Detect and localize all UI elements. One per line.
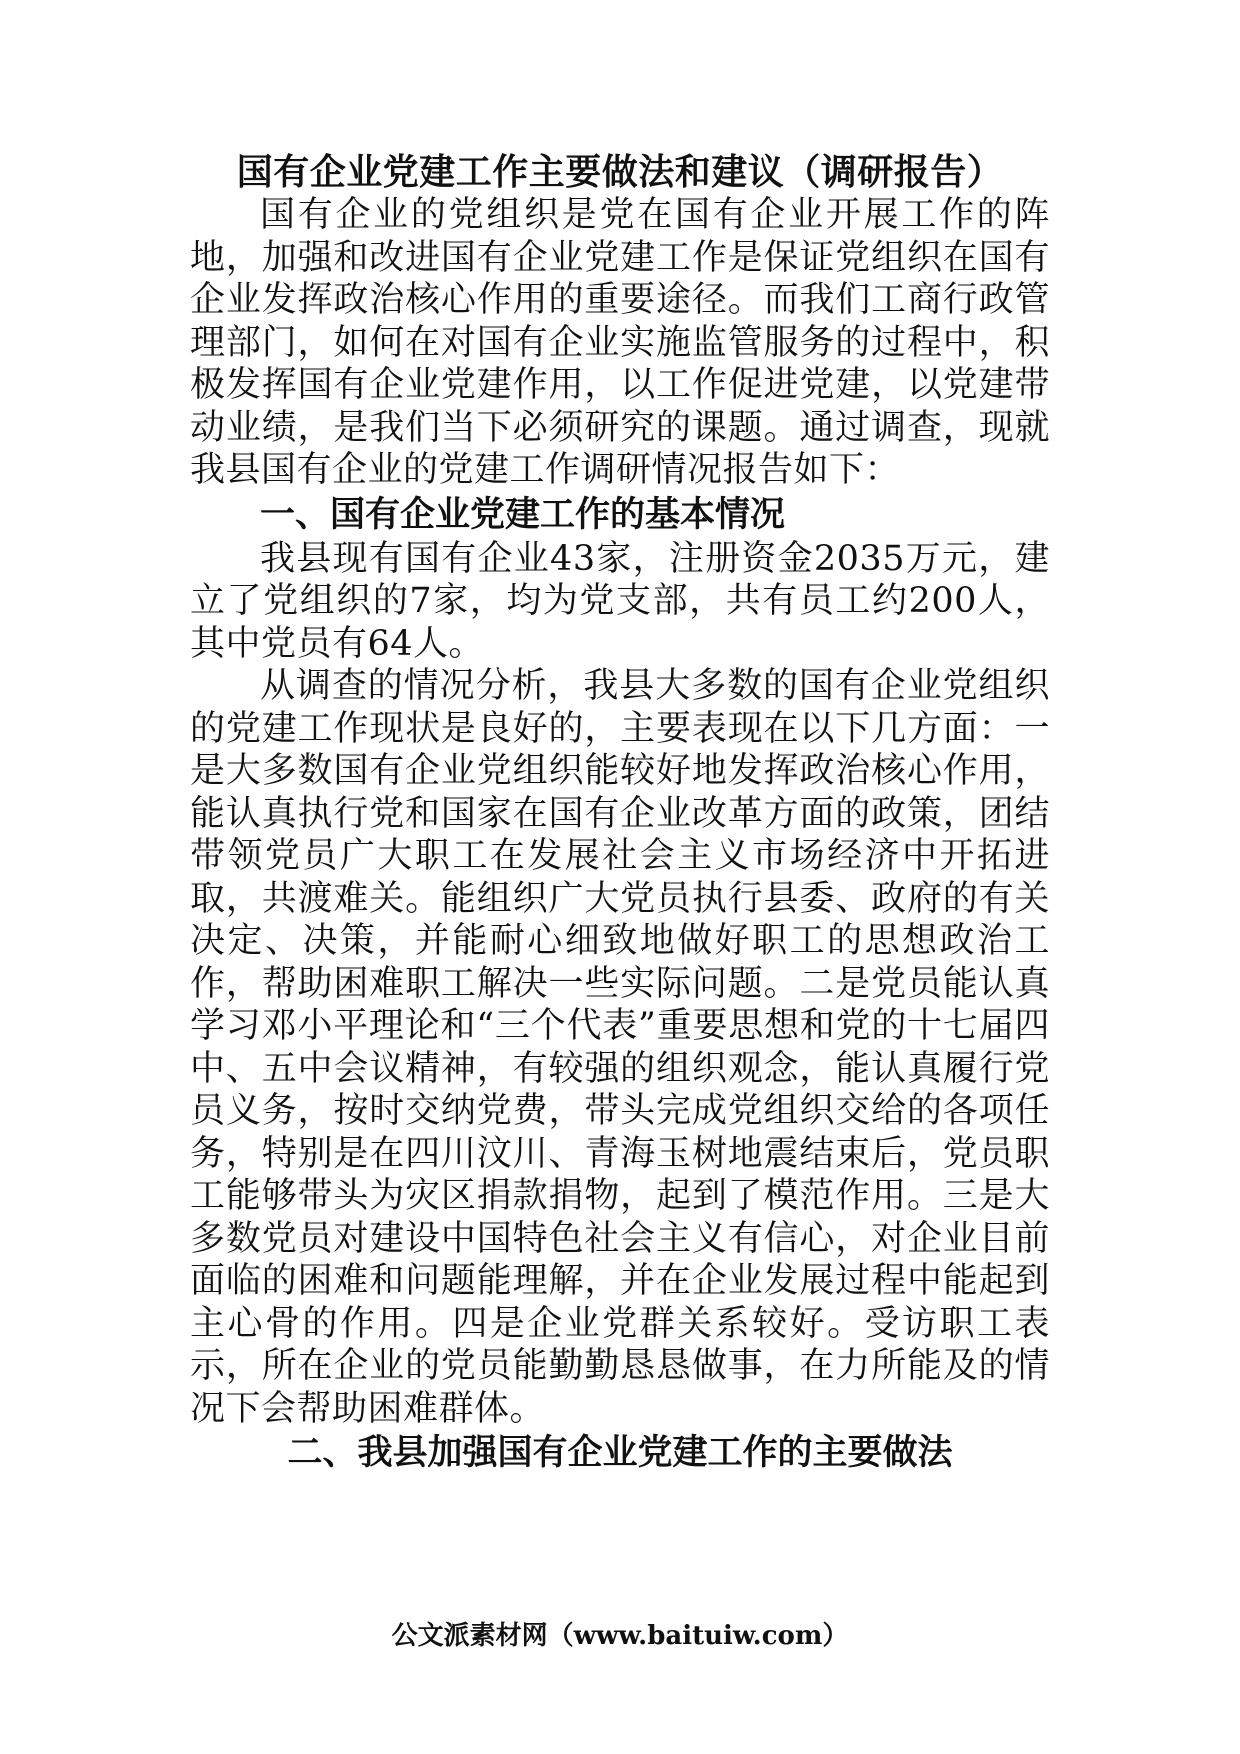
footer-watermark-text: 公文派素材网（www.baituiw.com）	[391, 1621, 849, 1651]
document-body	[190, 150, 1050, 1476]
document-title: 国有企业党建工作主要做法和建议（调研报告）	[236, 151, 1004, 193]
intro-paragraph: 国有企业的党组织是党在国有企业开展工作的阵地，加强和改进国有企业党建工作是保证党组织在国有企业发挥政治核心作用的重要途径。而我们工商行政管理部门，如何在对国有企业实施监管服务的过程中，积极发挥国有企业党建作用，以工作促进党建，以党建带动业绩，是我们当下必须研究的课题。通过调查，现就我县国有企业的党建工作调研情况报告如下：	[190, 195, 1050, 490]
section-2-heading: 二、我县加强国有企业党建工作的主要做法	[287, 1432, 953, 1473]
section-1-paragraph-1: 我县现有国有企业43家，注册资金2035万元，建立了党组织的7家，均为党支部，共有员工约200人，其中党员有64人。	[190, 538, 1050, 664]
section-1-paragraph-2: 从调查的情况分析，我县大多数的国有企业党组织的党建工作现状是良好的，主要表现在以下几方面：一是大多数国有企业党组织能较好地发挥政治核心作用，能认真执行党和国家在国有企业改革方面的政策，团结带领党员广大职工在发展社会主义市场经济中开拓进取，共渡难关。能组织广大党员执行县委、政府的有关决定、决策，并能耐心细致地做好职工的思想政治工作，帮助困难职工解决一些实际问题。二是党员能认真学习邓小平理论和“三个代表”重要思想和党的十七届四中、五中会议精神，有较强的组织观念，能认真履行党员义务，按时交纳党费，带头完成党组织交给的各项任务，特别是在四川汶川、青海玉树地震结束后，党员职工能够带头为灾区捐款捐物，起到了模范作用。三是大多数党员对建设中国特色社会主义有信心，对企业目前面临的困难和问题能理解，并在企业发展过程中能起到主心骨的作用。四是企业党群关系较好。受访职工表示，所在企业的党员能勤勤恳恳做事，在力所能及的情况下会帮助困难群体。	[190, 666, 1050, 1429]
section-1-heading: 一、国有企业党建工作的基本情况	[260, 493, 786, 535]
